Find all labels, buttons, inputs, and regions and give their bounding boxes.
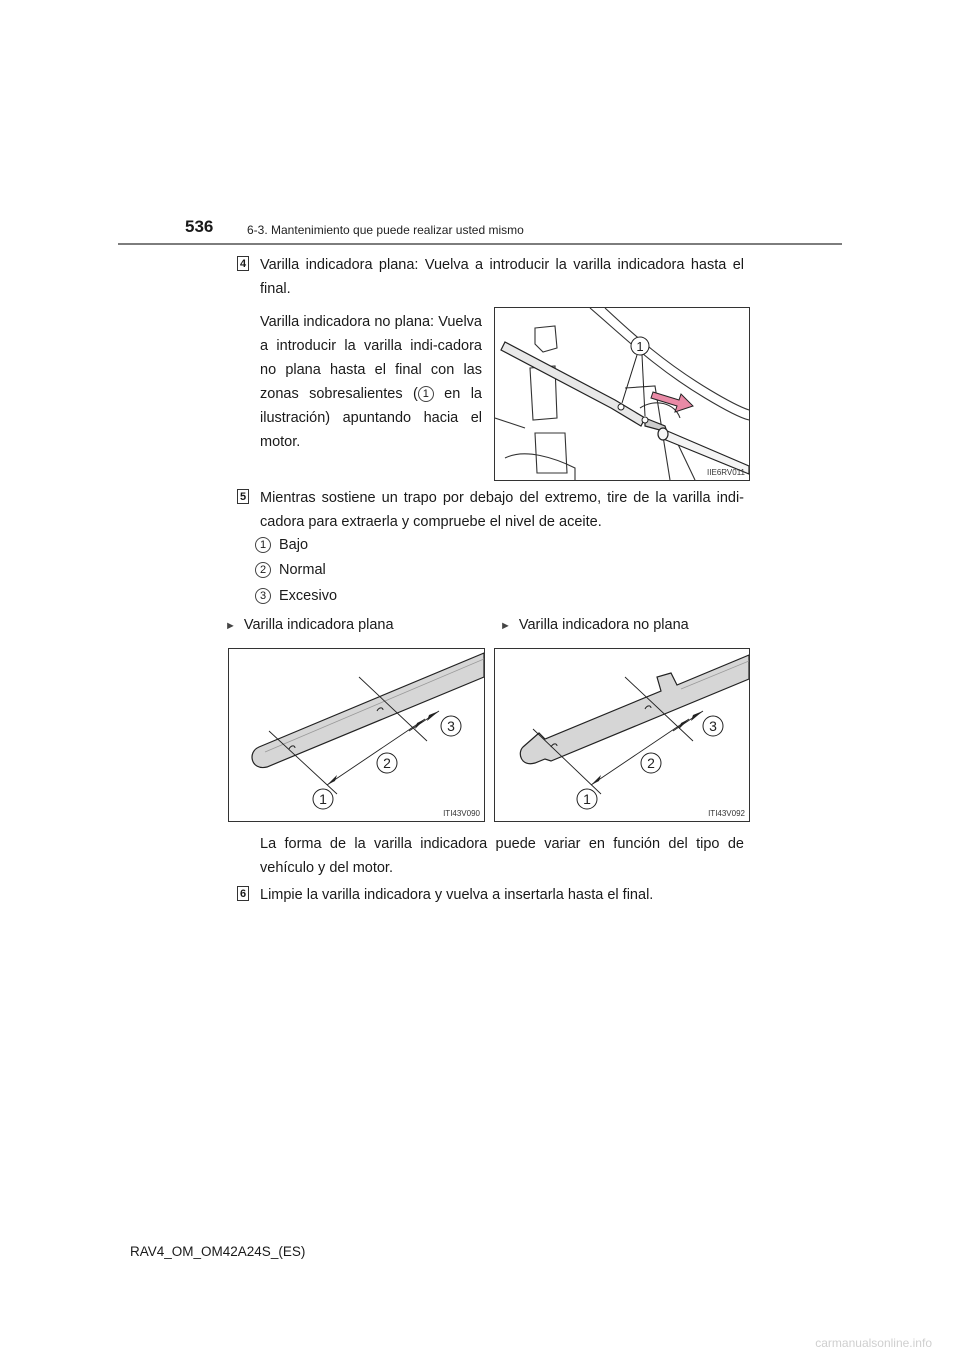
level-marker-2: 2 bbox=[255, 562, 271, 578]
triangle-bullet-icon: ► bbox=[225, 620, 236, 632]
nonflat-dipstick-heading bbox=[500, 617, 689, 633]
flat-dipstick-heading bbox=[225, 617, 394, 633]
figure-callout-3: 3 bbox=[709, 718, 717, 734]
flat-dipstick-figure bbox=[228, 648, 485, 822]
manual-code: RAV4_OM_OM42A24S_(ES) bbox=[130, 1244, 306, 1259]
figure-code: ITI43V090 bbox=[443, 809, 480, 818]
step-6-text: Limpie la varilla indicadora y vuelva a insertarla hasta el final. bbox=[260, 887, 654, 903]
level-item-excess bbox=[255, 588, 337, 604]
step-5-marker: 5 bbox=[237, 489, 249, 504]
level-marker-3: 3 bbox=[255, 588, 271, 604]
step-4-nonflat-text-a: Varilla indicadora no plana: Vuelva a introducir la varilla indi-cadora no plana hasta el final con las zonas sobresalientes ( bbox=[260, 314, 482, 402]
dipstick-insertion-figure bbox=[494, 307, 750, 481]
step-4-nonflat-text bbox=[260, 310, 482, 454]
figure-callout-1: 1 bbox=[583, 791, 591, 807]
figure-callout-1: 1 bbox=[319, 791, 327, 807]
figure-callout-2: 2 bbox=[383, 755, 391, 771]
header-divider bbox=[118, 243, 842, 245]
step-4-marker: 4 bbox=[237, 256, 249, 271]
nonflat-dipstick-figure bbox=[494, 648, 750, 822]
triangle-bullet-icon: ► bbox=[500, 620, 511, 632]
nonflat-dipstick-illustration bbox=[495, 649, 749, 821]
step-4-text: Varilla indicadora plana: Vuelva a introducir la varilla indicadora hasta el final. bbox=[260, 257, 744, 297]
nonflat-heading-label: Varilla indicadora no plana bbox=[518, 617, 689, 633]
callout-marker-1: 1 bbox=[418, 386, 434, 402]
flat-heading-label: Varilla indicadora plana bbox=[243, 617, 394, 633]
figure-callout-2: 2 bbox=[647, 755, 655, 771]
dipstick-shape-note: La forma de la varilla indicadora puede variar en función del tipo de vehículo y del motor. bbox=[260, 836, 744, 876]
step-5-text: Mientras sostiene un trapo por debajo del extremo, tire de la varilla indi-cadora para extraerla y compruebe el nivel de aceite. bbox=[260, 490, 744, 530]
step-4-nonflat-text-b: en la ilustración) apuntando hacia el motor. bbox=[260, 386, 482, 450]
step-6-marker: 6 bbox=[237, 886, 249, 901]
level-marker-1: 1 bbox=[255, 537, 271, 553]
figure-callout-1: 1 bbox=[636, 339, 644, 354]
level-item-normal bbox=[255, 562, 326, 578]
page-number: 536 bbox=[185, 217, 214, 236]
level-label: Bajo bbox=[279, 537, 309, 553]
section-title: 6-3. Mantenimiento que puede realizar usted mismo bbox=[247, 223, 524, 237]
figure-callout-3: 3 bbox=[447, 718, 455, 734]
flat-dipstick-illustration bbox=[229, 649, 484, 821]
dipstick-insertion-illustration bbox=[495, 308, 749, 480]
level-label: Excesivo bbox=[279, 588, 338, 604]
figure-code: ITI43V092 bbox=[708, 809, 745, 818]
level-item-low bbox=[255, 537, 308, 553]
figure-code: IIE6RV011 bbox=[707, 468, 745, 477]
watermark: carmanualsonline.info bbox=[815, 1336, 932, 1350]
level-label: Normal bbox=[279, 562, 326, 578]
